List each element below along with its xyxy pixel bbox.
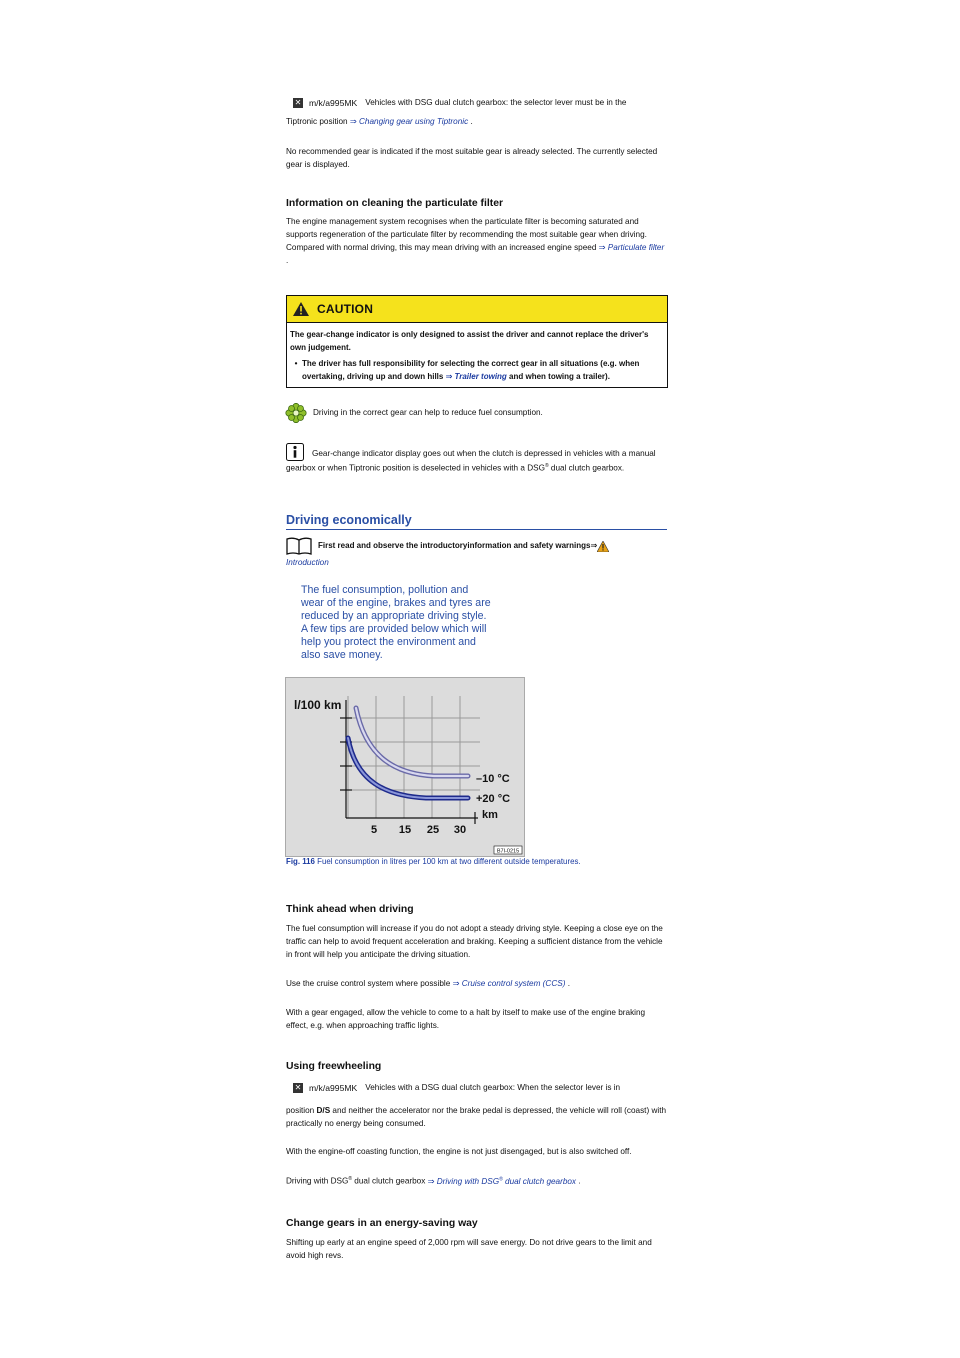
info-note-text: Gear-change indicator display goes out when the clutch is depressed in vehicles with a manual gearbox or when Tiptronic position is deselected in vehicles with a DSG bbox=[286, 449, 656, 473]
trailer-towing-link[interactable]: ⇒ Trailer towing bbox=[445, 372, 507, 381]
caution-body bbox=[287, 323, 667, 387]
think-paragraph-2 bbox=[286, 977, 668, 990]
open-book-icon bbox=[286, 537, 312, 555]
marker-code: m/k/a995MK bbox=[309, 98, 358, 108]
flower-eco-icon bbox=[285, 403, 307, 423]
text: With the engine-off coasting function, the engine is not just disengaged, but is also switched off. bbox=[286, 1147, 632, 1156]
missing-image-icon: ✕ bbox=[294, 98, 302, 107]
link-text: ⇒ Driving with DSG bbox=[427, 1176, 500, 1186]
bullet-dot: • bbox=[294, 359, 298, 368]
x-tick: 15 bbox=[398, 824, 412, 836]
caution-text: The gear-change indicator is only designed to assist the driver and cannot replace the driver's own judgement. bbox=[290, 330, 649, 352]
text: position bbox=[286, 1106, 317, 1115]
energy-saving-heading: Change gears in an energy-saving way bbox=[286, 1218, 478, 1229]
x-tick: 5 bbox=[370, 824, 378, 836]
think-ahead-heading: Think ahead when driving bbox=[286, 904, 414, 915]
caution-box bbox=[286, 295, 668, 388]
text: The engine management system recognises when the particulate filter is becoming saturated and supports regeneration of the particulate filter by recommending the most suitable gear when driving. Compared with normal driving, this may mean driving with an increased engine speed bbox=[286, 217, 647, 252]
x-tick: 25 bbox=[426, 824, 440, 836]
section-heading bbox=[286, 511, 667, 530]
fuel-consumption-chart bbox=[286, 678, 524, 856]
caution-bullet bbox=[290, 357, 663, 383]
text: No recommended gear is indicated if the most suitable gear is already selected. The currently selected gear is displayed. bbox=[286, 147, 658, 169]
tiptronic-link[interactable]: ⇒ Changing gear using Tiptronic bbox=[349, 117, 469, 126]
text: With a gear engaged, allow the vehicle to come to a halt by itself to make use of the engine braking effect, e.g. when approaching traffic lights. bbox=[286, 1008, 646, 1030]
chart-ylabel: l/100 km bbox=[294, 698, 342, 712]
dsg-marker-2 bbox=[293, 1082, 620, 1094]
warning-icon bbox=[597, 541, 609, 552]
text: dual clutch gearbox. bbox=[548, 463, 625, 473]
figure-number: Fig. 116 bbox=[286, 857, 315, 866]
text: and neither the accelerator nor the brake pedal is depressed, the vehicle will roll (coast) with practically no energy being consumed. bbox=[286, 1106, 667, 1128]
text: The fuel consumption will increase if you do not adopt a steady driving style. Keeping a close eye on the traffic can help to avoid frequent acceleration and braking. Keeping a sufficient distance from the vehicle in front will help you anticipate the driving situation. bbox=[286, 924, 663, 959]
fuel-consumption-figure bbox=[285, 677, 525, 857]
figure-caption bbox=[286, 857, 581, 866]
text: The driver has full responsibility for selecting the correct gear in all situations (e.g. when overtaking, driving up and down hills bbox=[302, 359, 640, 381]
particulate-paragraph bbox=[286, 215, 668, 267]
x-tick: 30 bbox=[453, 824, 467, 836]
cruise-control-link[interactable]: ⇒ Cruise control system (CCS) bbox=[452, 979, 566, 988]
particulate-link[interactable]: ⇒ Particulate filter bbox=[598, 243, 665, 252]
text: . bbox=[565, 979, 570, 988]
gears-paragraph bbox=[286, 1236, 668, 1262]
think-paragraph-1 bbox=[286, 922, 668, 961]
link-text: dual clutch gearbox bbox=[502, 1176, 577, 1186]
text: Driving with DSG bbox=[286, 1176, 349, 1186]
text: . bbox=[286, 256, 289, 265]
caution-title: CAUTION bbox=[317, 302, 374, 316]
text: . bbox=[468, 117, 473, 126]
read-first-marker bbox=[286, 537, 609, 555]
series-warm-line bbox=[348, 738, 468, 798]
section-title: Driving economically bbox=[286, 513, 412, 527]
intro-text: The fuel consumption, pollution and wear of the engine, brakes and tyres are reduced by an appropriate driving style. A few tips are provided below which will help you protect the environment and also save money. bbox=[301, 584, 491, 661]
introduction-link[interactable]: Introduction bbox=[286, 558, 329, 567]
text: . bbox=[576, 1176, 581, 1186]
missing-image-icon: ✕ bbox=[294, 1083, 302, 1092]
text: Use the cruise control system where possible bbox=[286, 979, 453, 988]
eco-note bbox=[285, 403, 543, 423]
series-label-cold: –10 °C bbox=[476, 773, 510, 785]
registered-mark: ® bbox=[499, 1176, 503, 1182]
freewheel-paragraph-3 bbox=[286, 1173, 668, 1188]
registered-mark: ® bbox=[348, 1176, 353, 1182]
text: Tiptronic position bbox=[286, 117, 350, 126]
freewheeling-heading: Using freewheeling bbox=[286, 1061, 382, 1072]
figure-code: B7I-0215 bbox=[496, 848, 520, 855]
info-note bbox=[286, 447, 666, 475]
read-first-text: First read and observe the introductoryinformation and safety warnings⇒ bbox=[318, 541, 598, 550]
dsg-driving-link[interactable] bbox=[428, 1177, 576, 1186]
series-warm-highlight bbox=[348, 738, 468, 798]
registered-mark: ® bbox=[544, 463, 549, 469]
text: Shifting up early at an engine speed of 2,000 rpm will save energy. Do not drive gears to the limit and avoid high revs. bbox=[286, 1238, 652, 1260]
text: dual clutch gearbox bbox=[352, 1176, 428, 1186]
text: and when towing a trailer). bbox=[506, 372, 610, 381]
x-unit: km bbox=[482, 809, 498, 821]
freewheel-paragraph-1 bbox=[286, 1104, 668, 1130]
marker-text: Vehicles with DSG dual clutch gearbox: the selector lever must be in the bbox=[365, 98, 627, 107]
block1-paragraph bbox=[286, 115, 668, 128]
marker-code: m/k/a995MK bbox=[309, 1083, 358, 1093]
think-paragraph-3 bbox=[286, 1006, 668, 1032]
warning-icon bbox=[293, 302, 309, 316]
freewheel-paragraph-2 bbox=[286, 1145, 668, 1158]
block1-paragraph-2 bbox=[286, 145, 668, 171]
eco-note-text: Driving in the correct gear can help to reduce fuel consumption. bbox=[313, 408, 543, 417]
figure-caption-text: Fuel consumption in litres per 100 km at two different outside temperatures. bbox=[314, 857, 581, 866]
position-ds: D/S bbox=[316, 1106, 331, 1115]
caution-header bbox=[287, 296, 667, 323]
particulate-heading: Information on cleaning the particulate filter bbox=[286, 198, 504, 209]
series-label-warm: +20 °C bbox=[476, 793, 511, 805]
dsg-marker bbox=[293, 97, 626, 109]
marker-text: Vehicles with a DSG dual clutch gearbox: When the selector lever is in bbox=[365, 1083, 621, 1092]
